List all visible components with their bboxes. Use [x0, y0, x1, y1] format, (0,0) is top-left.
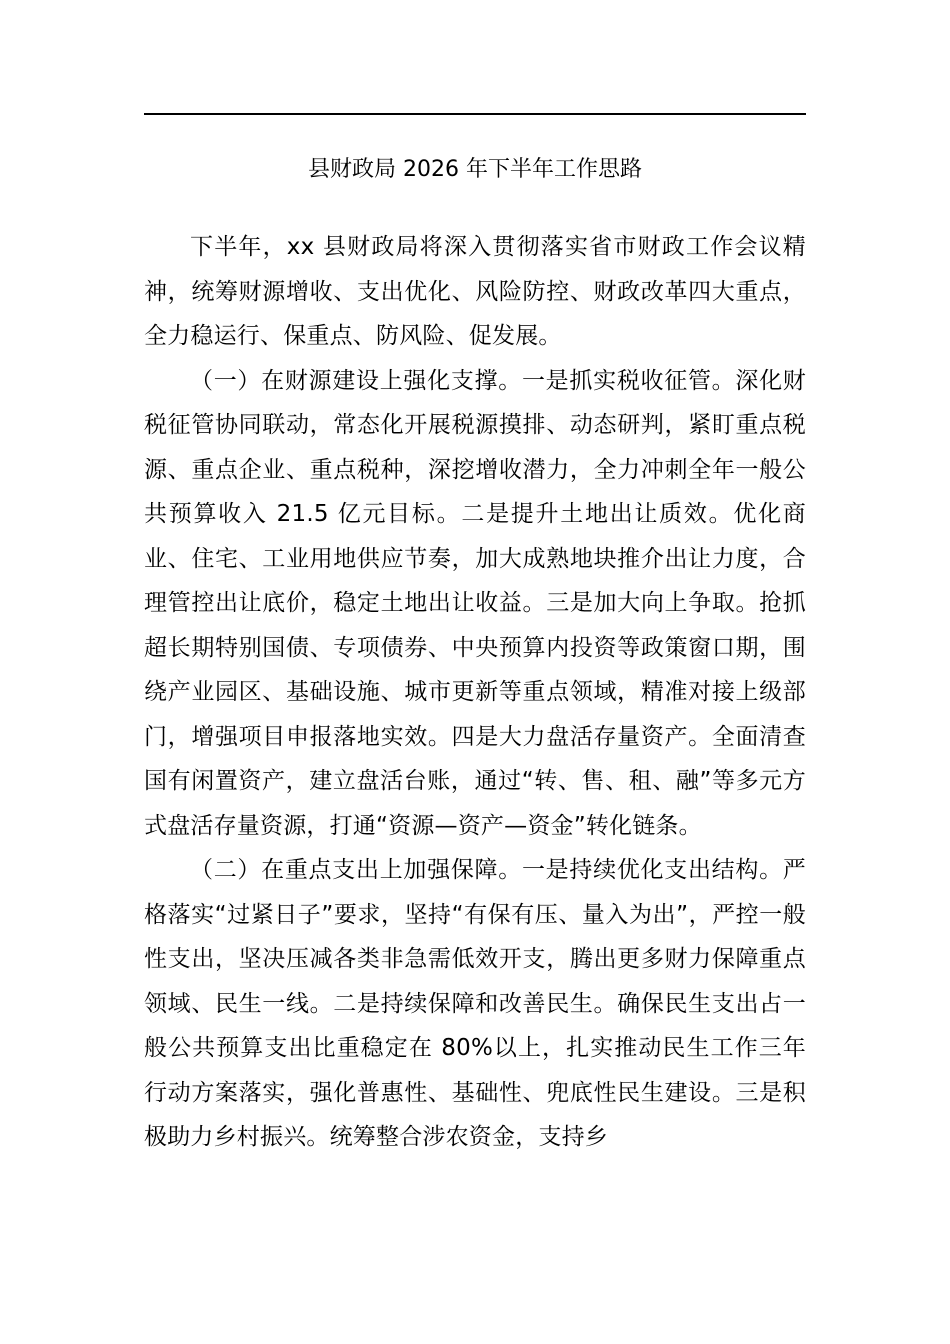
paragraph-intro: 下半年，xx 县财政局将深入贯彻落实省市财政工作会议精神，统筹财源增收、支出优化、风险防控、财政改革四大重点，全力稳运行、保重点、防风险、促发展。	[144, 234, 806, 349]
paragraph-expenditure: （二）在重点支出上加强保障。一是持续优化支出结构。严格落实“过紧日子”要求，坚持“有保有压、量入为出”，严控一般性支出，坚决压减各类非急需低效开支，腾出更多财力保障重点领域、民生一线。二是持续保障和改善民生。确保民生支出占一般公共预算支出比重稳定在 80%以上，扎实推动民生工作三年行动方案落实，强化普惠性、基础性、兜底性民生建设。三是积极助力乡村振兴。统筹整合涉农资金，支持乡	[144, 857, 806, 1150]
document-title: 县财政局 2026 年下半年工作思路	[308, 157, 642, 182]
paragraph-revenue: （一）在财源建设上强化支撑。一是抓实税收征管。深化财税征管协同联动，常态化开展税源摸排、动态研判，紧盯重点税源、重点企业、重点税种，深挖增收潜力，全力冲刺全年一般公共预算收入 21.5 亿元目标。二是提升土地出让质效。优化商业、住宅、工业用地供应节奏，加大成熟地块推介出让力度，合理管控出让底价，稳定土地出让收益。三是加大向上争取。抢抓超长期特别国债、专项债券、中央预算内投资等政策窗口期，围绕产业园区、基础设施、城市更新等重点领域，精准对接上级部门，增强项目申报落地实效。四是大力盘活存量资产。全面清查国有闲置资产，建立盘活台账，通过“转、售、租、融”等多元方式盘活存量资源，打通“资源—资产—资金”转化链条。	[144, 367, 806, 839]
document-body	[144, 225, 806, 1160]
header-rule	[144, 113, 806, 115]
